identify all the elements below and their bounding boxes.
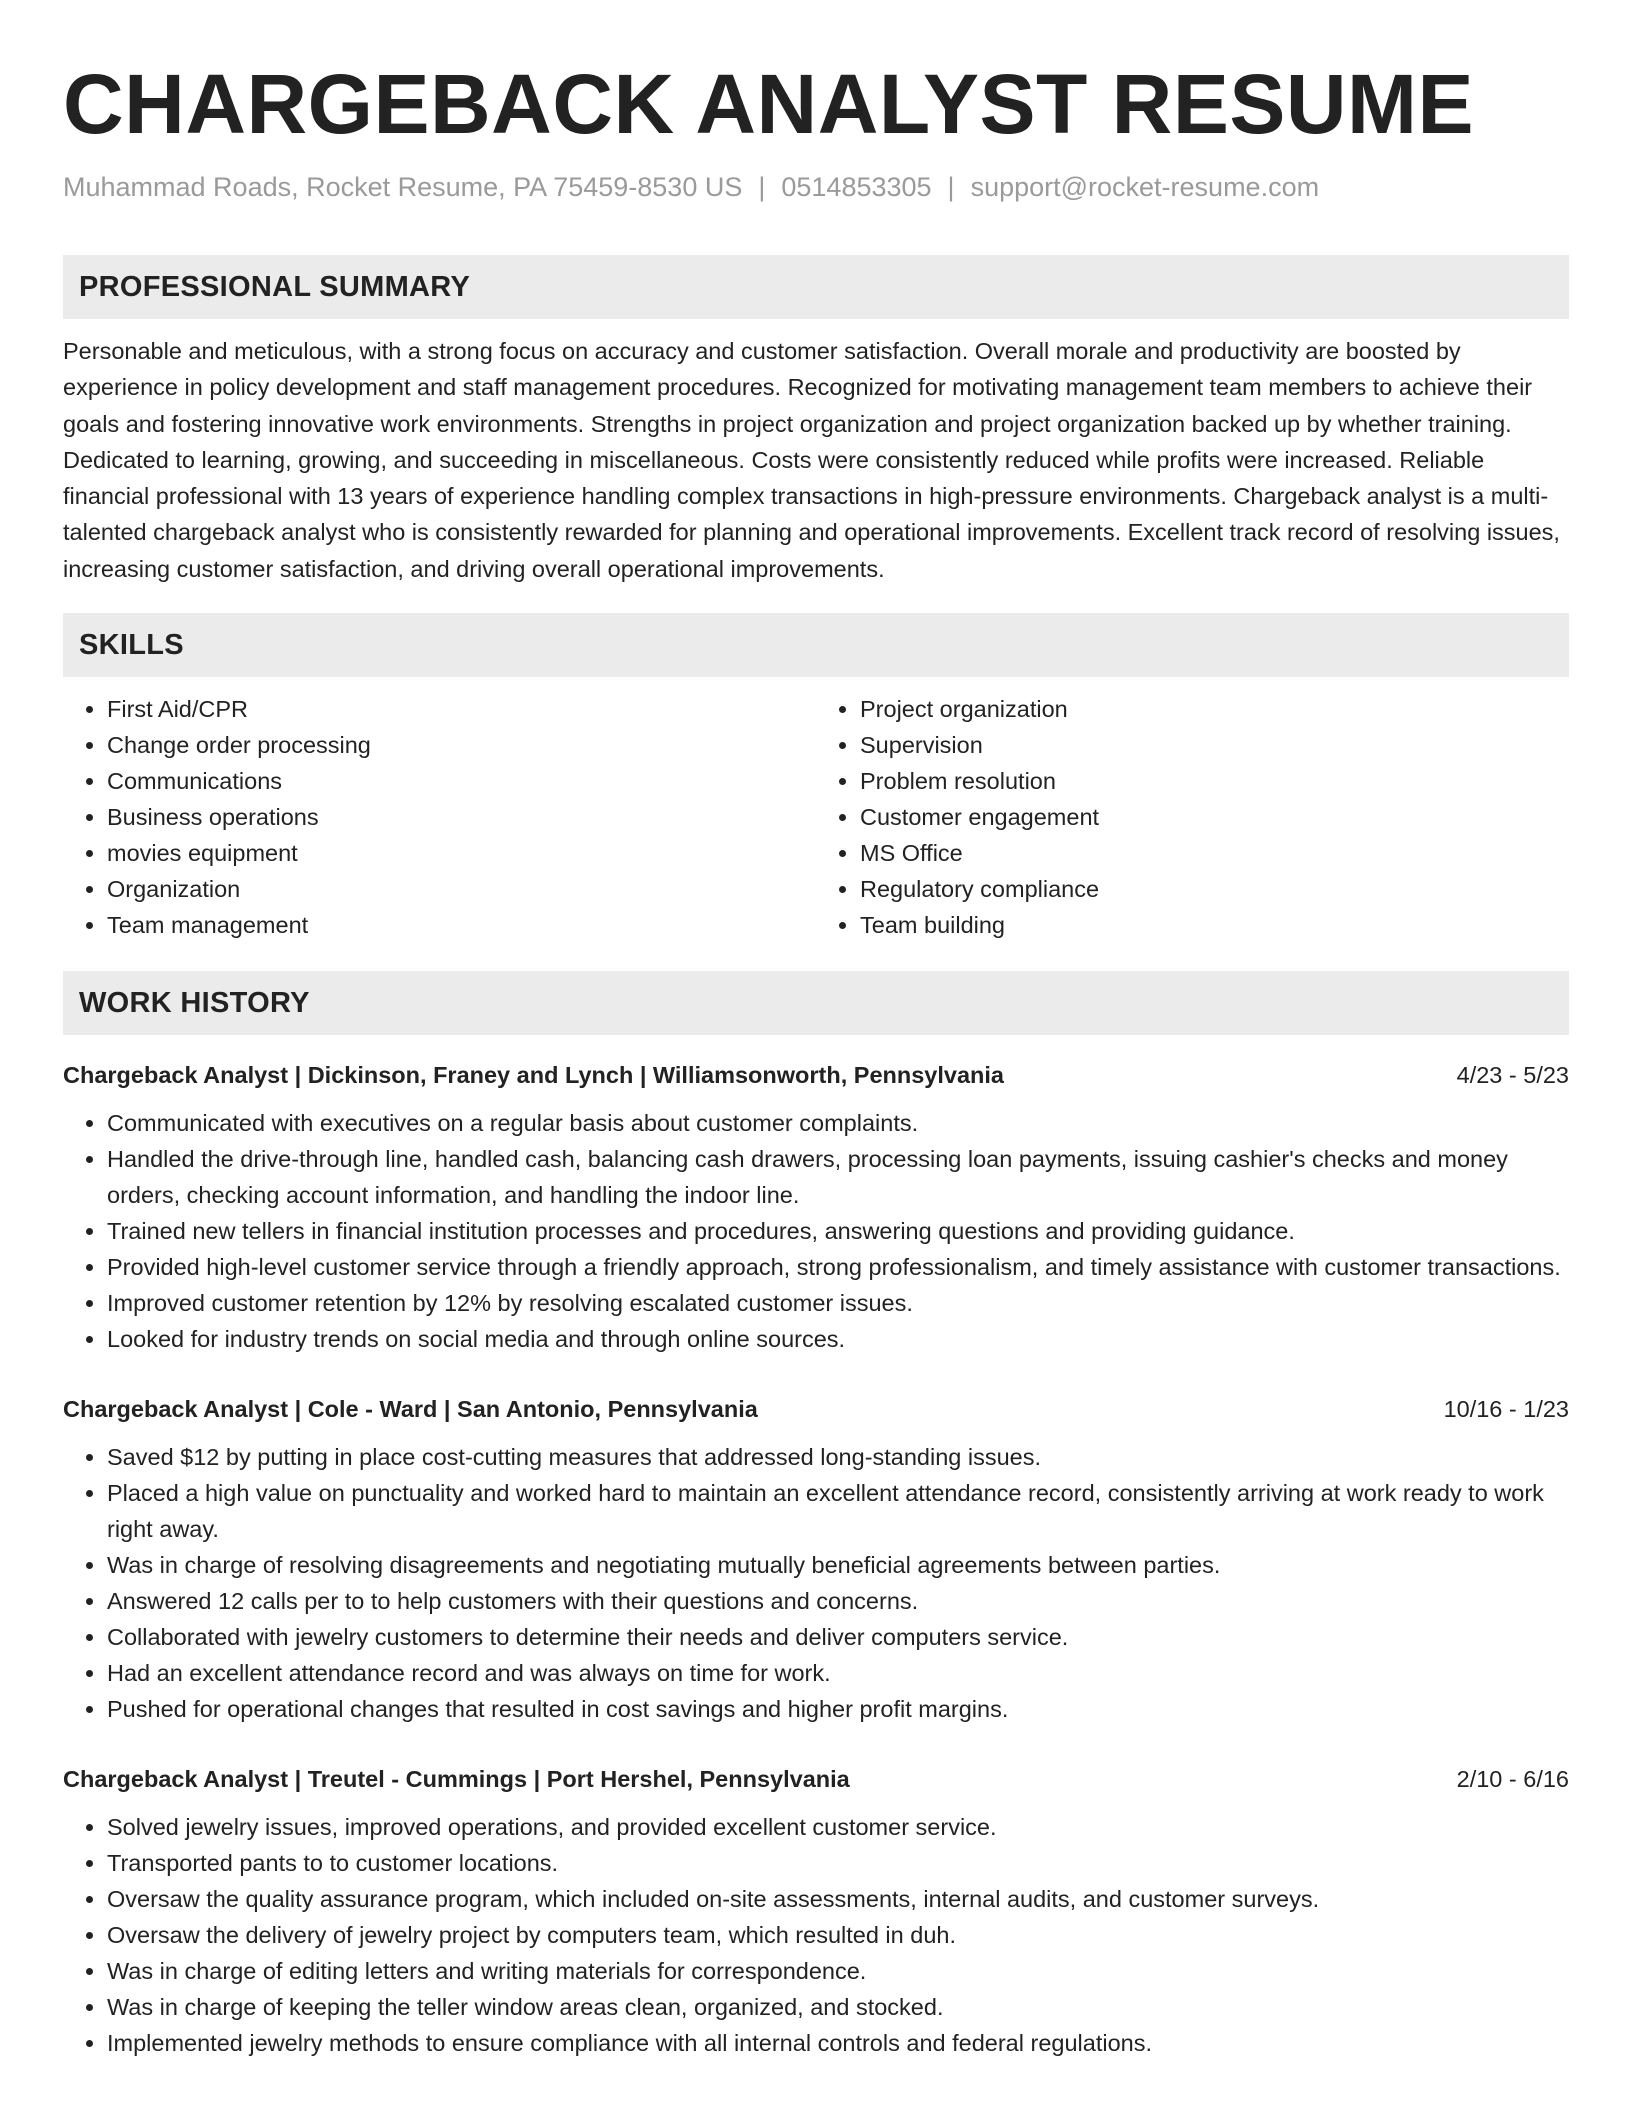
skill-item: • Business operations [107, 799, 816, 835]
job-entry [63, 1391, 1569, 1727]
job-header [63, 1761, 1569, 1797]
job-bullet: • Trained new tellers in financial institution processes and procedures, answering questions and providing guidance. [107, 1213, 1569, 1249]
job-entry [63, 1057, 1569, 1357]
job-header [63, 1391, 1569, 1427]
job-bullet: • Provided high-level customer service through a friendly approach, strong professionalism, and timely assistance with customer transactions. [107, 1249, 1569, 1285]
job-title: Chargeback Analyst | Cole - Ward | San Antonio, Pennsylvania [63, 1396, 758, 1423]
skill-item: • First Aid/CPR [107, 691, 816, 727]
job-bullet: • Communicated with executives on a regular basis about customer complaints. [107, 1105, 1569, 1141]
job-bullet: • Answered 12 calls per to to help customers with their questions and concerns. [107, 1583, 1569, 1619]
skill-item: • Supervision [860, 727, 1569, 763]
contact-line [63, 170, 1569, 204]
contact-email[interactable]: support@rocket-resume.com [970, 172, 1320, 202]
job-bullet: • Had an excellent attendance record and was always on time for work. [107, 1655, 1569, 1691]
job-dates: 10/16 - 1/23 [1443, 1396, 1569, 1423]
job-bullet: • Solved jewelry issues, improved operations, and provided excellent customer service. [107, 1809, 1569, 1845]
job-dates: 4/23 - 5/23 [1456, 1062, 1569, 1089]
skill-item: • Problem resolution [860, 763, 1569, 799]
contact-separator: | [947, 172, 955, 202]
section-header-summary: PROFESSIONAL SUMMARY [63, 255, 1569, 319]
skill-item: • Team management [107, 907, 816, 943]
job-bullet: • Oversaw the quality assurance program, which included on-site assessments, internal audits, and customer surveys. [107, 1881, 1569, 1917]
skills-list [63, 691, 1569, 943]
job-bullets [63, 1439, 1569, 1727]
summary-text: Personable and meticulous, with a strong focus on accuracy and customer satisfaction. Overall morale and productivity are boosted by experience in policy development and staff management procedures. Recognized for motivating management team members to achieve their goals and fostering innovative work environments. Strengths in project organization and project organization backed up by whether training. Dedicated to learning, growing, and succeeding in miscellaneous. Costs were consistently reduced while profits were increased. Reliable financial professional with 13 years of experience handling complex transactions in high-pressure environments. Chargeback analyst is a multi-talented chargeback analyst who is consistently rewarded for planning and operational improvements. Excellent track record of resolving issues, increasing customer satisfaction, and driving overall operational improvements. [63, 338, 1560, 582]
job-header [63, 1057, 1569, 1093]
resume-title: CHARGEBACK ANALYST RESUME [63, 57, 1475, 151]
skill-item: • Team building [860, 907, 1569, 943]
section-header-skills: SKILLS [63, 613, 1569, 677]
section-header-work-history: WORK HISTORY [63, 971, 1569, 1035]
skill-item: • Project organization [860, 691, 1569, 727]
job-bullet: • Implemented jewelry methods to ensure compliance with all internal controls and federal regulations. [107, 2025, 1569, 2061]
job-title: Chargeback Analyst | Treutel - Cummings | Port Hershel, Pennsylvania [63, 1766, 850, 1793]
job-bullet: • Improved customer retention by 12% by resolving escalated customer issues. [107, 1285, 1569, 1321]
job-bullets [63, 1105, 1569, 1357]
job-bullet: • Was in charge of editing letters and writing materials for correspondence. [107, 1953, 1569, 1989]
job-bullet: • Looked for industry trends on social media and through online sources. [107, 1321, 1569, 1357]
skill-item: • Organization [107, 871, 816, 907]
job-bullet: • Was in charge of resolving disagreements and negotiating mutually beneficial agreements between parties. [107, 1547, 1569, 1583]
contact-address: Muhammad Roads, Rocket Resume, PA 75459-8530 US [63, 172, 743, 202]
job-bullet: • Transported pants to to customer locations. [107, 1845, 1569, 1881]
skill-item: • MS Office [860, 835, 1569, 871]
job-bullet: • Handled the drive-through line, handled cash, balancing cash drawers, processing loan payments, issuing cashier's checks and money orders, checking account information, and handling the indoor line. [107, 1141, 1569, 1213]
job-bullets [63, 1809, 1569, 2061]
contact-phone: 0514853305 [781, 172, 932, 202]
job-entry [63, 1761, 1569, 2061]
job-bullet: • Collaborated with jewelry customers to determine their needs and deliver computers service. [107, 1619, 1569, 1655]
job-title: Chargeback Analyst | Dickinson, Franey and Lynch | Williamsonworth, Pennsylvania [63, 1062, 1004, 1089]
job-bullet: • Saved $12 by putting in place cost-cutting measures that addressed long-standing issues. [107, 1439, 1569, 1475]
contact-separator: | [758, 172, 766, 202]
skill-item: • movies equipment [107, 835, 816, 871]
job-bullet: • Placed a high value on punctuality and worked hard to maintain an excellent attendance record, consistently arriving at work ready to work right away. [107, 1475, 1569, 1547]
skill-item: • Communications [107, 763, 816, 799]
skills-column-left [63, 691, 816, 943]
job-dates: 2/10 - 6/16 [1456, 1766, 1569, 1793]
skills-column-right [816, 691, 1569, 943]
job-bullet: • Was in charge of keeping the teller window areas clean, organized, and stocked. [107, 1989, 1569, 2025]
skill-item: • Customer engagement [860, 799, 1569, 835]
skill-item: • Regulatory compliance [860, 871, 1569, 907]
skill-item: • Change order processing [107, 727, 816, 763]
job-bullet: • Oversaw the delivery of jewelry project by computers team, which resulted in duh. [107, 1917, 1569, 1953]
job-bullet: • Pushed for operational changes that resulted in cost savings and higher profit margins. [107, 1691, 1569, 1727]
